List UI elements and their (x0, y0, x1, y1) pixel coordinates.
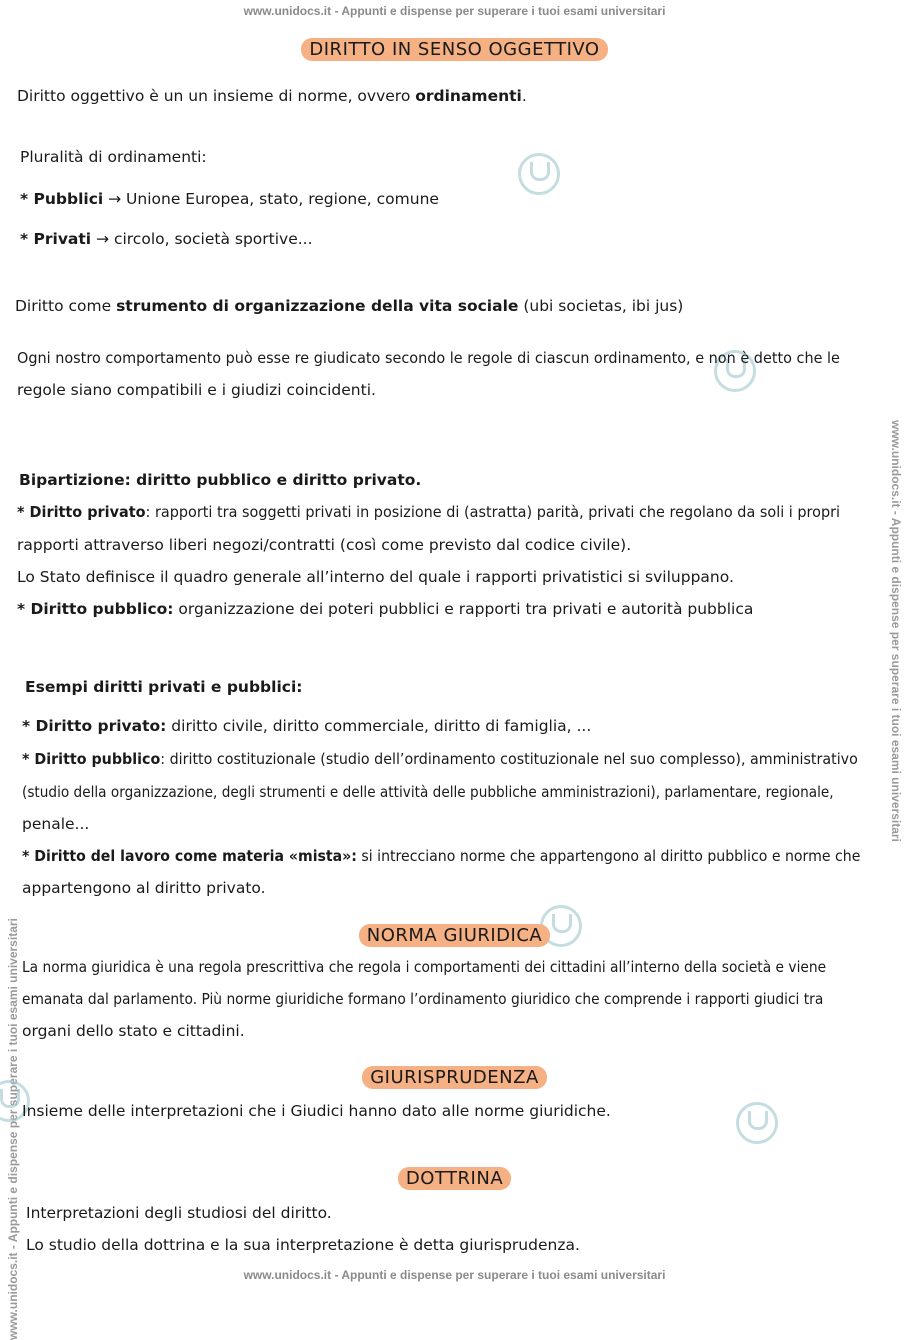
section-heading (0, 38, 909, 61)
section-heading (0, 1066, 909, 1089)
list-item (20, 189, 439, 209)
paragraph-line: La norma giuridica è una regola prescrittiva che regola i comportamenti dei cittadini all’interno della società e viene (22, 958, 827, 976)
heading-diritto-oggettivo: DIRITTO IN SENSO OGGETTIVO (301, 38, 607, 61)
paragraph (17, 86, 527, 106)
list-item (22, 749, 858, 769)
bold-text: ordinamenti (415, 87, 522, 105)
paragraph-line: organi dello stato e cittadini. (22, 1022, 245, 1040)
list-item (22, 716, 591, 736)
heading-dottrina: DOTTRINA (398, 1167, 511, 1190)
bold-text: * Diritto pubblico (22, 750, 161, 768)
bold-text: * Diritto privato: (22, 717, 167, 735)
text: : diritto costituzionale (studio dell’ordinamento costituzionale nel suo complesso), amministrativo (160, 750, 858, 768)
subheading: Esempi diritti privati e pubblici: (25, 678, 303, 696)
paragraph: Pluralità di ordinamenti: (20, 148, 207, 166)
text: . (521, 87, 527, 105)
text: Diritto oggettivo è un un insieme di norme, ovvero (17, 87, 416, 105)
bold-text: * Pubblici (20, 190, 104, 208)
right-side-banner: www.unidocs.it - Appunti e dispense per superare i tuoi esami universitari (889, 420, 903, 842)
text: : rapporti tra soggetti privati in posizione di (astratta) parità, privati che regolano da soli i propri (145, 503, 841, 521)
paragraph-line: emanata dal parlamento. Più norme giuridiche formano l’ordinamento giuridico che comprende i rapporti giudici tra (22, 990, 824, 1008)
paragraph-line: Lo Stato definisce il quadro generale all’interno del quale i rapporti privatistici si sviluppano. (17, 568, 734, 586)
text: diritto civile, diritto commerciale, diritto di famiglia, ... (166, 717, 592, 735)
text: organizzazione dei poteri pubblici e rapporti tra privati e autorità pubblica (173, 600, 754, 618)
list-item (17, 599, 753, 619)
paragraph (15, 296, 683, 316)
bold-text: strumento di organizzazione della vita sociale (116, 297, 519, 315)
list-item (17, 502, 840, 522)
left-side-banner: www.unidocs.it - Appunti e dispense per superare i tuoi esami universitari (6, 918, 20, 1340)
text: Diritto come (15, 297, 117, 315)
paragraph-line: Ogni nostro comportamento può esse re giudicato secondo le regole di ciascun ordinamento, e non è detto che le (17, 349, 840, 367)
list-item (22, 846, 860, 866)
text: → circolo, società sportive... (91, 230, 313, 248)
bold-text: * Diritto privato (17, 503, 146, 521)
paragraph-line: Insieme delle interpretazioni che i Giudici hanno dato alle norme giuridiche. (22, 1102, 611, 1120)
paragraph-line: rapporti attraverso liberi negozi/contratti (così come previsto dal codice civile). (17, 536, 632, 554)
paragraph-line: Interpretazioni degli studiosi del diritto. (26, 1204, 332, 1222)
unidocs-logo-icon (736, 1102, 778, 1144)
paragraph-line: Lo studio della dottrina e la sua interpretazione è detta giurisprudenza. (26, 1236, 580, 1254)
paragraph-line: regole siano compatibili e i giudizi coincidenti. (17, 381, 376, 399)
bottom-banner: www.unidocs.it - Appunti e dispense per superare i tuoi esami universitari (243, 1268, 666, 1282)
heading-giurisprudenza: GIURISPRUDENZA (362, 1066, 547, 1089)
top-banner: www.unidocs.it - Appunti e dispense per superare i tuoi esami universitari (243, 4, 666, 18)
bold-text: * Privati (20, 230, 92, 248)
text: → Unione Europea, stato, regione, comune (103, 190, 439, 208)
heading-norma-giuridica: NORMA GIURIDICA (359, 924, 551, 947)
paragraph-line: penale... (22, 815, 90, 833)
text: si intrecciano norme che appartengono al diritto pubblico e norme che (356, 847, 861, 865)
bold-text: * Diritto pubblico: (17, 600, 174, 618)
text: (ubi societas, ibi jus) (518, 297, 684, 315)
paragraph-line: appartengono al diritto privato. (22, 879, 266, 897)
subheading: Bipartizione: diritto pubblico e diritto privato. (19, 471, 422, 489)
list-item (20, 229, 313, 249)
section-heading (0, 1167, 909, 1190)
section-heading (0, 924, 909, 947)
paragraph-line: (studio della organizzazione, degli strumenti e delle attività delle pubbliche amministrazioni), parlamentare, regionale, (22, 783, 834, 801)
unidocs-logo-icon (518, 153, 560, 195)
bold-text: * Diritto del lavoro come materia «mista»: (22, 847, 357, 865)
